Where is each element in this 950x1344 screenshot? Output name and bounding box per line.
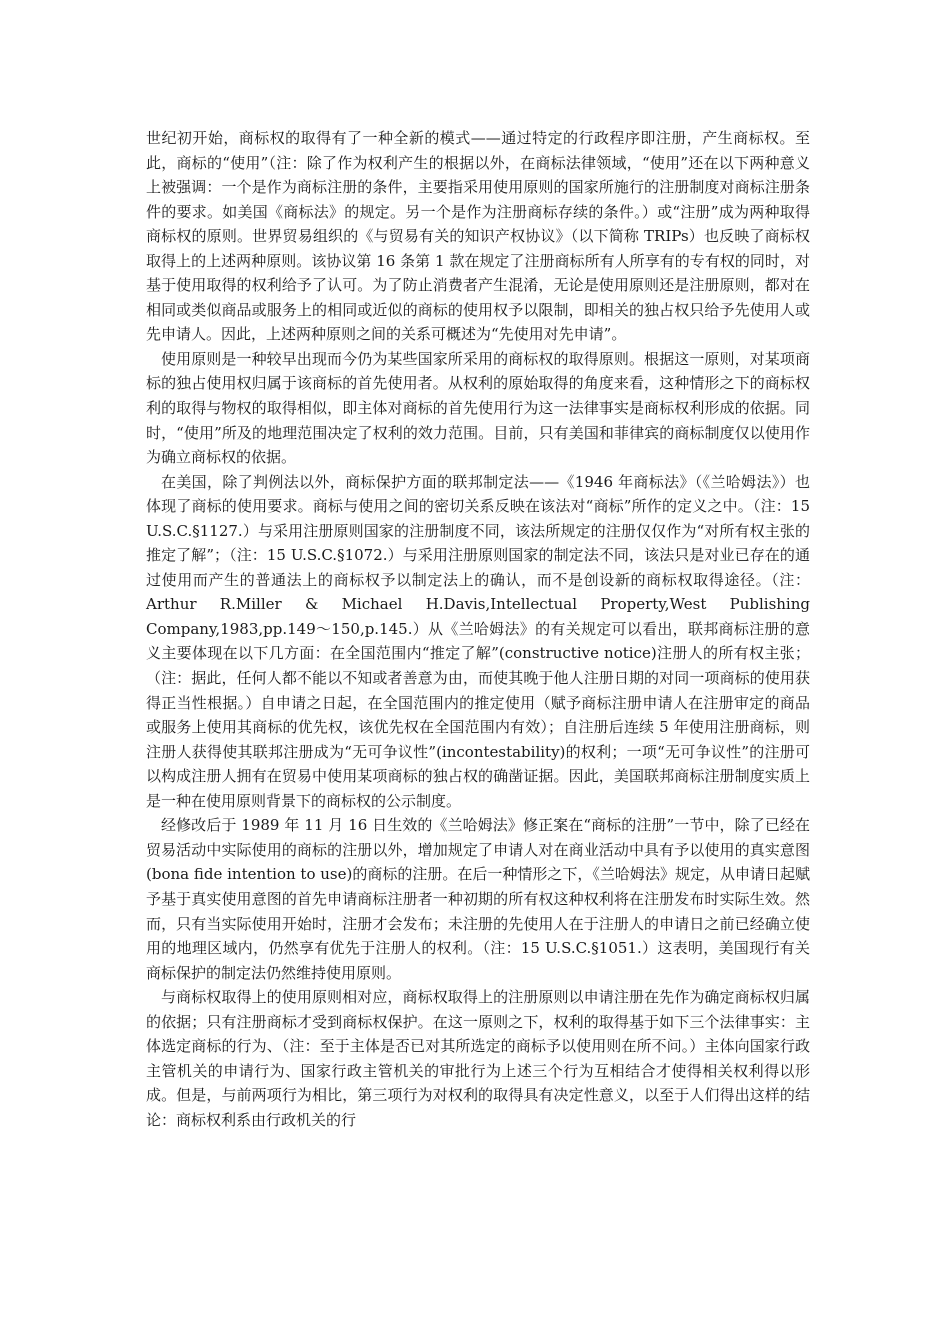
paragraph-4: 经修改后于 1989 年 11 月 16 日生效的《兰哈姆法》修正案在“商标的注册”一节中，除了已经在贸易活动中实际使用的商标的注册以外，增加规定了申请人对在商业活动中具有予以使用的真实意图(bona fide intention to use)的商标的注册。在后一种情形之下，《兰哈姆法》规定，从申请日起赋予基于真实使用意图的首先申请商标注册者一种初期的所有权这种权利将在注册发布时实际生效。然而，只有当实际使用开始时，注册才会发布；未注册的先使用人在于注册人的申请日之前已经确立使用的地理区域内，仍然享有优先于注册人的权利。（注：15 U.S.C.§1051.）这表明，美国现行有关商标保护的制定法仍然维持使用原则。	[146, 816, 810, 982]
paragraph-2: 使用原则是一种较早出现而今仍为某些国家所采用的商标权的取得原则。根据这一原则，对某项商标的独占使用权归属于该商标的首先使用者。从权利的原始取得的角度来看，这种情形之下的商标权利的取得与物权的取得相似，即主体对商标的首先使用行为这一法律事实是商标权利形成的依据。同时，“使用”所及的地理范围决定了权利的效力范围。目前，只有美国和菲律宾的商标制度仅以使用作为确立商标权的依据。	[146, 349, 810, 467]
document-page	[146, 126, 810, 1132]
paragraph-5: 与商标权取得上的使用原则相对应，商标权取得上的注册原则以申请注册在先作为确定商标权归属的依据；只有注册商标才受到商标权保护。在这一原则之下，权利的取得基于如下三个法律事实：主体选定商标的行为、（注：至于主体是否已对其所选定的商标予以使用则在所不问。）主体向国家行政主管机关的申请行为、国家行政主管机关的审批行为上述三个行为互相结合才使得相关权利得以形成。但是，与前两项行为相比，第三项行为对权利的取得具有决定性意义，以至于人们得出这样的结论：商标权利系由行政机关的行	[146, 988, 810, 1129]
paragraph-3: 在美国，除了判例法以外，商标保护方面的联邦制定法——《1946 年商标法》（《兰哈姆法》）也体现了商标的使用要求。商标与使用之间的密切关系反映在该法对“商标”所作的定义之中。（注：15 U.S.C.§1127.）与采用注册原则国家的注册制度不同，该法所规定的注册仅仅作为“对所有权主张的推定了解”；（注：15 U.S.C.§1072.）与采用注册原则国家的制定法不同，该法只是对业已存在的通过使用而产生的普通法上的商标权予以制定法上的确认，而不是创设新的商标权取得途径。（注：Arthur R.Miller & Michael H.Davis,Intellectual Property,West Publishing Company,1983,pp.149～150,p.145.）从《兰哈姆法》的有关规定可以看出，联邦商标注册的意义主要体现在以下几方面：在全国范围内“推定了解”(constructive notice)注册人的所有权主张；（注：据此，任何人都不能以不知或者善意为由，而使其晚于他人注册日期的对同一项商标的使用获得正当性根据。）自申请之日起，在全国范围内的推定使用（赋予商标注册申请人在注册审定的商品或服务上使用其商标的优先权，该优先权在全国范围内有效）；自注册后连续 5 年使用注册商标，则注册人获得使其联邦注册成为“无可争议性”(incontestability)的权利；一项“无可争议性”的注册可以构成注册人拥有在贸易中使用某项商标的独占权的确凿证据。因此，美国联邦商标注册制度实质上是一种在使用原则背景下的商标权的公示制度。	[146, 472, 810, 810]
paragraph-1: 世纪初开始，商标权的取得有了一种全新的模式——通过特定的行政程序即注册，产生商标权。至此，商标的“使用”（注：除了作为权利产生的根据以外，在商标法律领域，“使用”还在以下两种意义上被强调：一个是作为商标注册的条件，主要指采用使用原则的国家所施行的注册制度对商标注册条件的要求。如美国《商标法》的规定。另一个是作为注册商标存续的条件。）或“注册”成为两种取得商标权的原则。世界贸易组织的《与贸易有关的知识产权协议》（以下简称 TRIPs）也反映了商标权取得上的上述两种原则。该协议第 16 条第 1 款在规定了注册商标所有人所享有的专有权的同时，对基于使用取得的权利给予了认可。为了防止消费者产生混淆，无论是使用原则还是注册原则，都对在相同或类似商品或服务上的相同或近似的商标的使用权予以限制，即相关的独占权只给予先使用人或先申请人。因此，上述两种原则之间的关系可概述为“先使用对先申请”。	[146, 129, 810, 344]
